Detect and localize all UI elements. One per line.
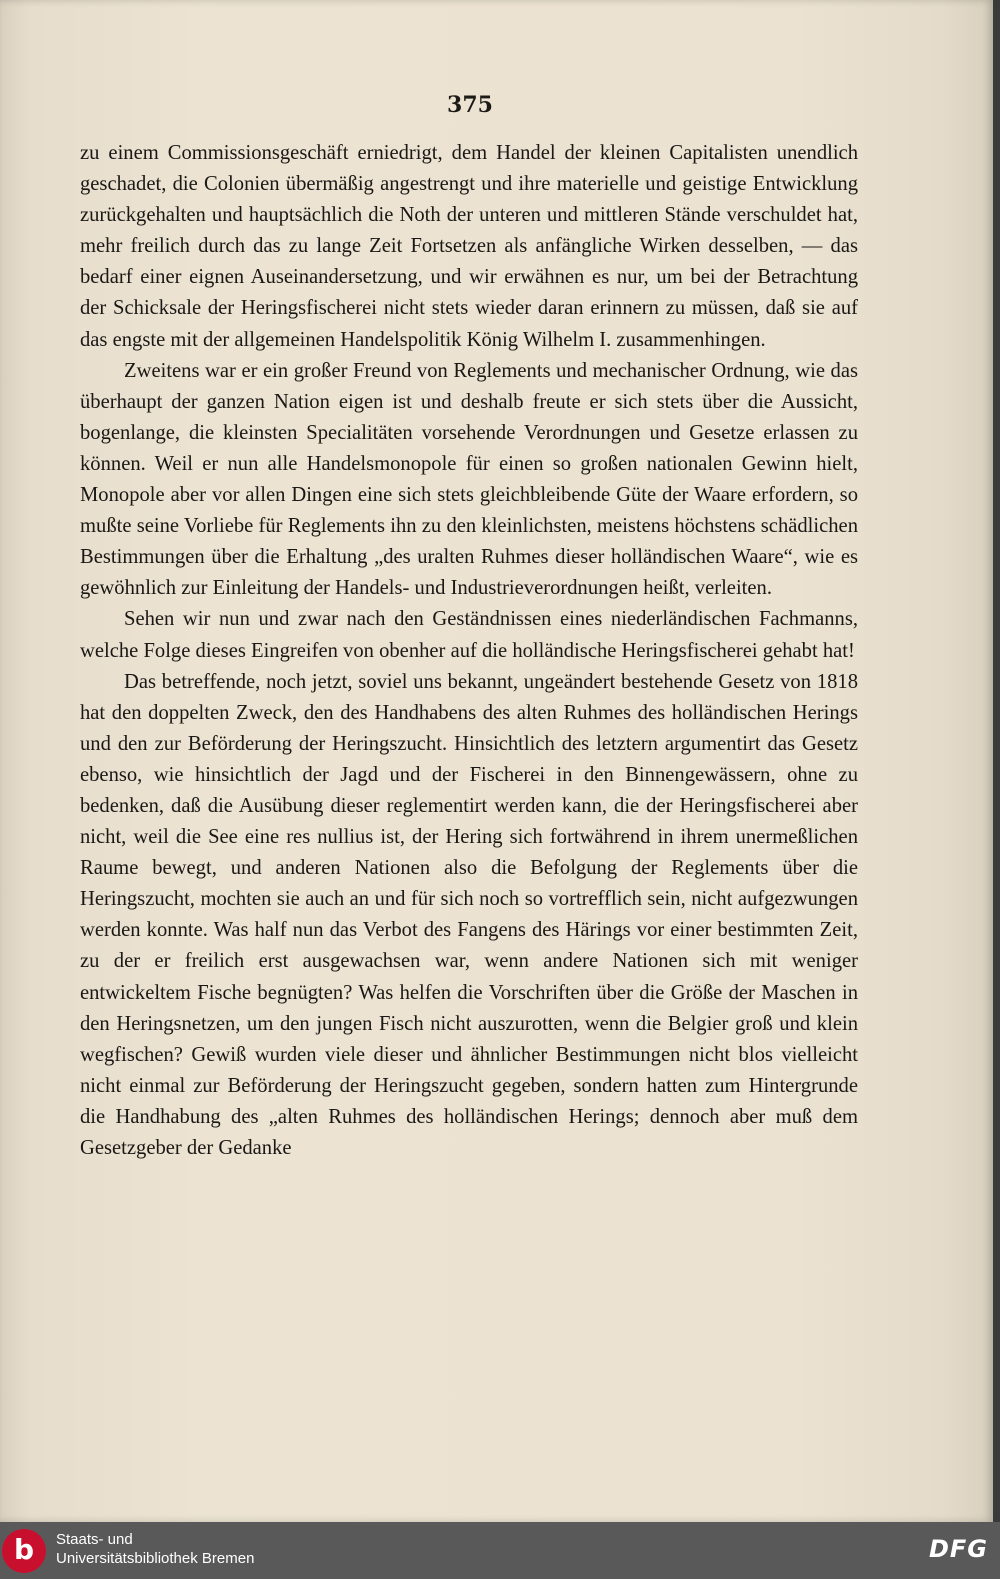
paragraph: Zweitens war er ein großer Freund von Reglements und mechanischer Ordnung, wie das überhaupt der ganzen Nation eigen ist und deshalb freute er sich stets über die Aussicht, bogenlange, die kleinsten Specialitäten vorsehende Verordnungen und Gesetze erlassen zu können. Weil er nun alle Handelsmonopole für einen so großen nationalen Gewinn hielt, Monopole aber vor allen Dingen eine sich stets gleichbleibende Güte der Waare erfordern, so mußte seine Vorliebe für Reglements ihn zu den kleinlichsten, meistens höchstens schädlichen Bestimmungen über die Erhaltung „des uralten Ruhmes dieser holländischen Waare“, wie es gewöhnlich zur Einleitung der Handels- und Industrieverordnungen heißt, verleiten. bbox=[80, 359, 858, 600]
page-number: 375 bbox=[447, 92, 493, 118]
paragraph: Sehen wir nun und zwar nach den Geständnissen eines niederländischen Fachmanns, welche Folge dieses Eingreifen von obenher auf die holländische Heringsfischerei gehabt hat! bbox=[80, 608, 858, 662]
library-name-line1: Staats- und bbox=[56, 1531, 133, 1548]
page-body-text bbox=[80, 138, 858, 1164]
footer-bar bbox=[0, 1522, 1000, 1579]
dfg-logo[interactable]: DFG bbox=[928, 1535, 988, 1563]
library-logo-icon[interactable]: b bbox=[2, 1529, 46, 1573]
paragraph: Das betreffende, noch jetzt, soviel uns bekannt, ungeändert bestehende Gesetz von 1818 hat den doppelten Zweck, den des Handhabens des alten Ruhmes des holländischen Herings und den zur Beförderung der Heringszucht. Hinsichtlich des letztern argumentirt das Gesetz ebenso, wie hinsichtlich der Jagd und der Fischerei in den Binnengewässern, ohne zu bedenken, daß die Ausübung dieser reglementirt werden kann, die der Heringsfischerei aber nicht, weil die See eine res nullius ist, der Hering sich fortwährend in ihrem unermeßlichen Raume bewegt, und anderen Nationen also die Befolgung der Reglements über die Heringszucht, mochten sie auch an und für sich noch so vortrefflich sein, nicht aufgezwungen werden konnte. Was half nun das Verbot des Fangens des Härings vor einer bestimmten Zeit, zu der er freilich erst ausgewachsen war, wenn andere Nationen sich mit weniger entwickeltem Fische begnügten? Was helfen die Vorschriften über die Größe der Maschen in den Heringsnetzen, um den jungen Fisch nicht auszurotten, wenn die Belgier groß und klein wegfischen? Gewiß wurden viele dieser und ähnlicher Bestimmungen nicht blos vielleicht nicht einmal zur Beförderung der Heringszucht gegeben, sondern hatten zum Hintergrunde die Handhabung des „alten Ruhmes des holländischen Herings; dennoch aber muß dem Gesetzgeber der Gedanke bbox=[80, 670, 858, 1159]
library-name[interactable] bbox=[56, 1530, 254, 1568]
paragraph: zu einem Commissionsgeschäft erniedrigt, dem Handel der kleinen Capitalisten unendlich geschadet, die Colonien übermäßig angestrengt und ihre materielle und geistige Entwicklung zurückgehalten und hauptsächlich die Noth der unteren und mittleren Stände verschuldet hat, mehr freilich durch das zu lange Zeit Fortsetzen als anfängliche Wirken desselben, — das bedarf einer eignen Auseinandersetzung, und wir erwähnen es nur, um bei der Betrachtung der Schicksale der Heringsfischerei nicht stets wieder daran erinnern zu müssen, daß sie auf das engste mit der allgemeinen Handelspolitik König Wilhelm I. zusammenhingen. bbox=[80, 142, 858, 351]
library-name-line2: Universitätsbibliothek Bremen bbox=[56, 1550, 255, 1567]
